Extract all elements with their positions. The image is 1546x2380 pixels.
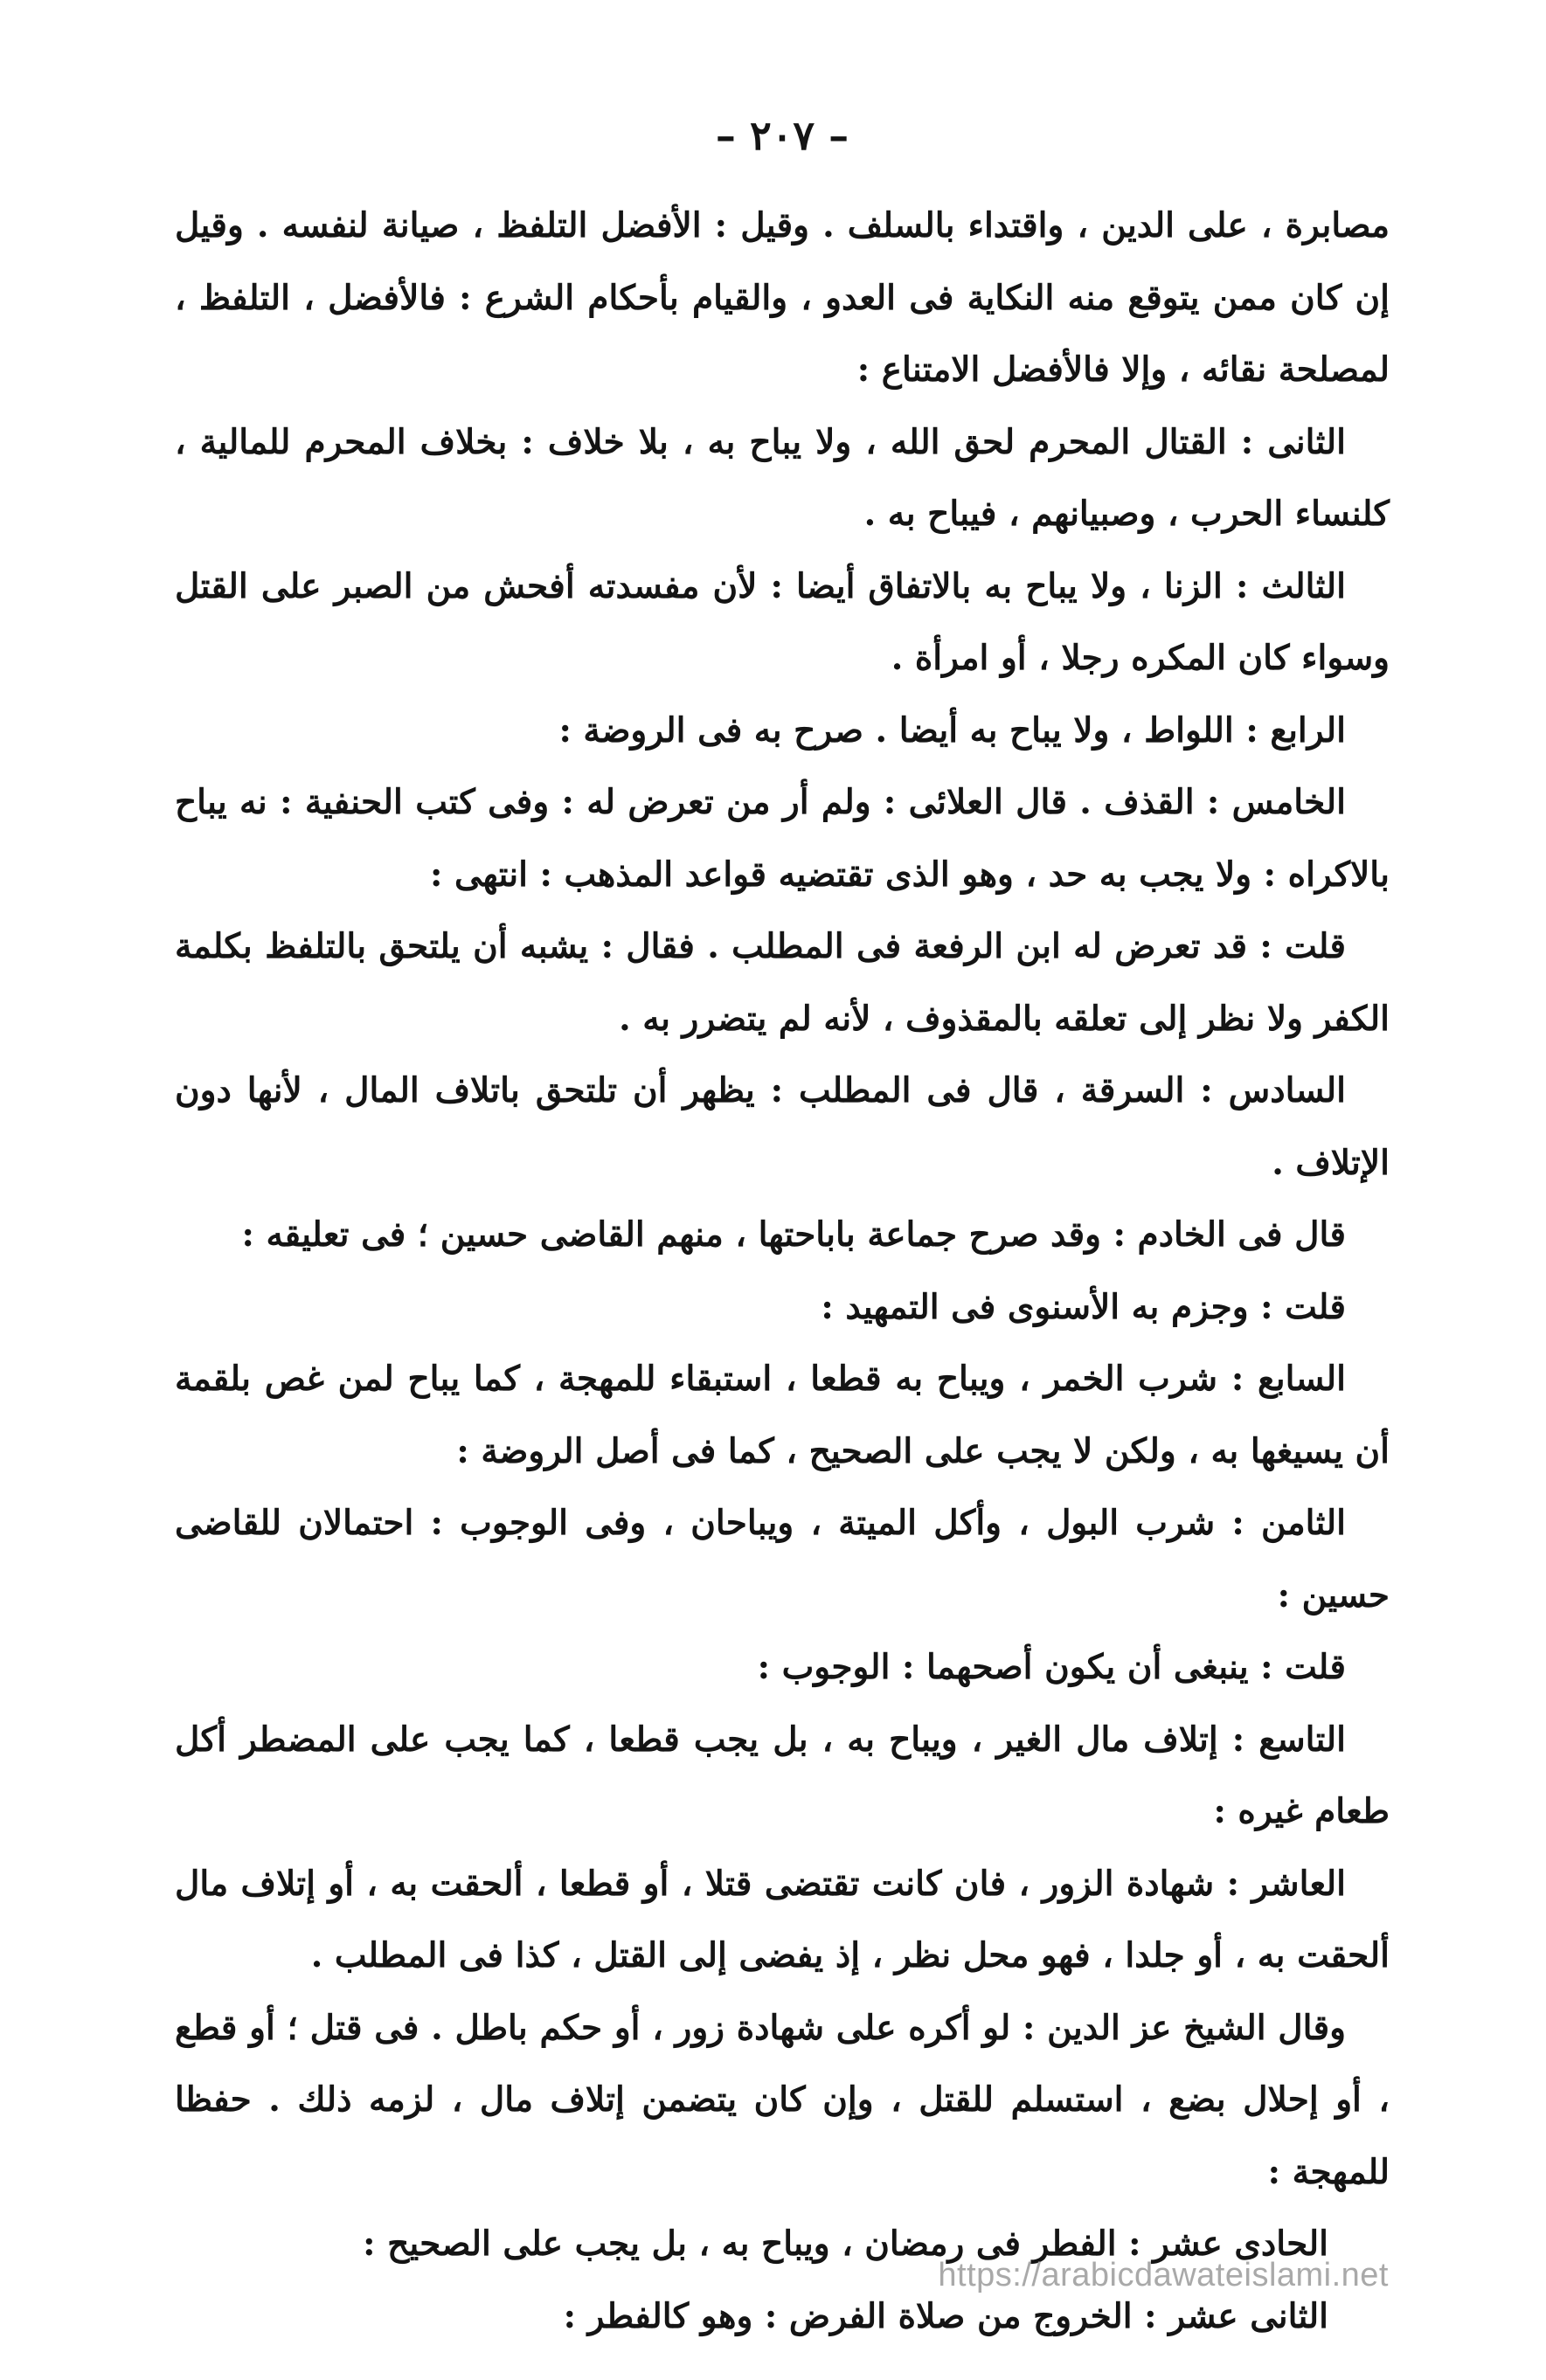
page-number: – ٢٠٧ – [715, 112, 849, 159]
document-page [175, 109, 1390, 2336]
paragraph: الرابع : اللواط ، ولا يباح به أيضا . صرح به فى الروضة : [558, 709, 1346, 751]
watermark-url: https://arabicdawateislami.net [938, 2257, 1389, 2294]
paragraph: العاشر : شهادة الزور ، فان كانت تقتضى قتلا ، أو قطعا ، ألحقت به ، أو إتلاف مال ألحقت به ، أو جلدا ، فهو محل نظر ، إذ يفضى إلى القتل ، كذا فى المطلب . [175, 1863, 1390, 1975]
paragraph: وقال الشيخ عز الدين : لو أكره على شهادة زور ، أو حكم باطل . فى قتل ؛ أو قطع ، أو إحلال بضع ، استسلم للقتل ، وإن كان يتضمن إتلاف مال ، لزمه ذلك . حفظا للمهجة : [175, 2007, 1390, 2192]
body-text [175, 190, 1390, 2352]
paragraph: مصابرة ، على الدين ، واقتداء بالسلف . وقيل : الأفضل التلفظ ، صيانة لنفسه . وقيل إن كان ممن يتوقع منه النكاية فى العدو ، والقيام بأحكام الشرع : فالأفضل ، التلفظ ، لمصلحة نقائه ، وإلا فالأفضل الامتناع : [175, 205, 1390, 390]
paragraph: السادس : السرقة ، قال فى المطلب : يظهر أن تلتحق باتلاف المال ، لأنها دون الإتلاف . [175, 1070, 1390, 1183]
paragraph: السابع : شرب الخمر ، ويباح به قطعا ، استبقاء للمهجة ، كما يباح لمن غص بلقمة أن يسيغها به ، ولكن لا يجب على الصحيح ، كما فى أصل الروضة : [175, 1359, 1390, 1471]
paragraph: الحادى عشر : الفطر فى رمضان ، ويباح به ، بل يجب على الصحيح : [363, 2224, 1328, 2264]
paragraph: الخامس : القذف . قال العلائى : ولم أر من تعرض له : وفى كتب الحنفية : نه يباح بالاكراه : ولا يجب به حد ، وهو الذى تقتضيه قواعد المذهب : انتهى : [175, 782, 1390, 895]
paragraph: التاسع : إتلاف مال الغير ، ويباح به ، بل يجب قطعا ، كما يجب على المضطر أكل طعام غيره : [175, 1719, 1390, 1831]
paragraph: الثانى : القتال المحرم لحق الله ، ولا يباح به ، بلا خلاف : بخلاف المحرم للمالية ، كلنساء الحرب ، وصبيانهم ، فيباح به . [175, 421, 1390, 534]
paragraph: الثالث : الزنا ، ولا يباح به بالاتفاق أيضا : لأن مفسدته أفحش من الصبر على القتل وسواء كان المكره رجلا ، أو امرأة . [175, 565, 1390, 678]
paragraph: الثامن : شرب البول ، وأكل الميتة ، ويباحان ، وفى الوجوب : احتمالان للقاضى حسين : [175, 1503, 1390, 1615]
paragraph: قلت : ينبغى أن يكون أصحهما : الوجوب : [757, 1647, 1346, 1687]
paragraph: قلت : وجزم به الأسنوى فى التمهيد : [821, 1286, 1346, 1327]
paragraph: الثانى عشر : الخروج من صلاة الفرض : وهو كالفطر : [563, 2295, 1328, 2336]
paragraph: قلت : قد تعرض له ابن الرفعة فى المطلب . فقال : يشبه أن يلتحق بالتلفظ بكلمة الكفر ولا نظر إلى تعلقه بالمقذوف ، لأنه لم يتضرر به . [175, 926, 1390, 1039]
paragraph: قال فى الخادم : وقد صرح جماعة باباحتها ، منهم القاضى حسين ؛ فى تعليقه : [241, 1214, 1346, 1255]
